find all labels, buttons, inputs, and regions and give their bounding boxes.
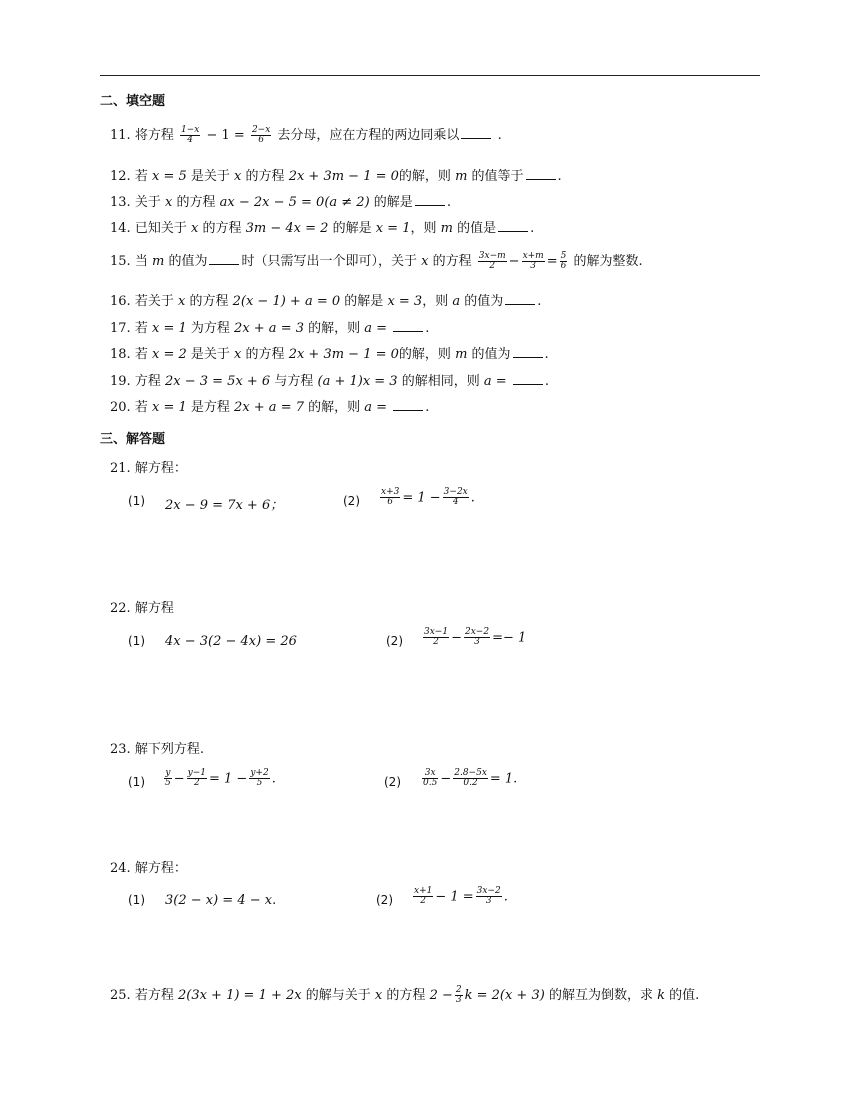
question-23-title: 23. 解下列方程. <box>110 742 204 757</box>
question-18: 18. 若 x = 2 是关于 x 的方程 2x + 3m − 1 = 0的解，则 m 的值为 . <box>110 347 549 362</box>
equation: $\frac{3x-1}{2}$ − $\frac{2x-2}{3}$ =− 1 <box>424 627 527 648</box>
top-divider <box>100 75 760 76</box>
question-22-title: 22. 解方程 <box>110 601 174 616</box>
part-label: (1) <box>128 494 145 508</box>
question-25: 25. 若方程 2(3x + 1) = 1 + 2x 的解与关于 x 的方程 2 − $\frac{2}{3}$ k = 2(x + 3) 的解互为倒数，求 k 的值. <box>110 984 700 1005</box>
question-15: 15. 当 m 的值为 时（只需写出一个即可），关于 x 的方程 $\frac{3x-m}{2}$ − $\frac{x+m}{3}$ = $\frac{5}{6}$ 的解为整数. <box>110 250 643 271</box>
part-label: (2) <box>386 634 403 648</box>
part-label: (1) <box>128 893 145 907</box>
answer-blank[interactable] <box>209 263 239 265</box>
q-number: 11. <box>110 128 131 143</box>
answer-blank[interactable] <box>393 330 423 332</box>
equation: $\frac{y}{5}$ − $\frac{y-1}{2}$ = 1 − $\frac{y+2}{5}$ . <box>165 768 276 789</box>
fraction: $\frac{2-x}{6}$ <box>251 124 271 145</box>
fraction: $\frac{1-x}{4}$ <box>180 124 200 145</box>
part-label: (2) <box>343 494 360 508</box>
equation: $\frac{3x}{0.5}$ − $\frac{2.8-5x}{0.2}$ = 1. <box>423 768 518 789</box>
answer-blank[interactable] <box>513 383 543 385</box>
section-fill-heading: 二、填空题 <box>100 94 166 109</box>
part-label: (1) <box>128 634 145 648</box>
question-17: 17. 若 x = 1 为方程 2x + a = 3 的解，则 a = . <box>110 321 430 336</box>
question-12: 12. 若 x = 5 是关于 x 的方程 2x + 3m − 1 = 0的解，则 m 的值等于 . <box>110 169 562 184</box>
question-16: 16. 若关于 x 的方程 2(x − 1) + a = 0 的解是 x = 3，则 a 的值为 . <box>110 294 542 309</box>
equation: $\frac{x+3}{6}$ = 1 − $\frac{3-2x}{4}$ . <box>381 487 475 508</box>
part-label: (2) <box>376 893 393 907</box>
question-13: 13. 关于 x 的方程 ax − 2x − 5 = 0(a ≠ 2) 的解是 . <box>110 195 451 210</box>
question-11: 11. 将方程 $\frac{1-x}{4}$ − 1 = $\frac{2-x}{6}$ 去分母，应在方程的两边同乘以 . <box>110 124 502 145</box>
question-14: 14. 已知关于 x 的方程 3m − 4x = 2 的解是 x = 1，则 m 的值是 . <box>110 221 535 236</box>
answer-blank[interactable] <box>526 178 556 180</box>
equation: 4x − 3(2 − 4x) = 26 <box>165 634 297 649</box>
question-20: 20. 若 x = 1 是方程 2x + a = 7 的解，则 a = . <box>110 400 430 415</box>
section-solve-heading: 三、解答题 <box>100 432 166 447</box>
part-label: (2) <box>384 775 401 789</box>
question-19: 19. 方程 2x − 3 = 5x + 6 与方程 (a + 1)x = 3 的解相同，则 a = . <box>110 374 549 389</box>
question-21-title: 21. 解方程： <box>110 461 187 476</box>
answer-blank[interactable] <box>505 303 535 305</box>
question-24-title: 24. 解方程： <box>110 861 187 876</box>
equation: $\frac{x+1}{2}$ − 1 = $\frac{3x-2}{3}$ . <box>414 886 508 907</box>
answer-blank[interactable] <box>393 409 423 411</box>
answer-blank[interactable] <box>498 230 528 232</box>
equation: 3(2 − x) = 4 − x. <box>165 893 277 908</box>
answer-blank[interactable] <box>513 356 543 358</box>
answer-blank[interactable] <box>461 137 491 139</box>
answer-blank[interactable] <box>415 204 445 206</box>
equation: 2x − 9 = 7x + 6； <box>165 498 284 513</box>
part-label: (1) <box>128 775 145 789</box>
